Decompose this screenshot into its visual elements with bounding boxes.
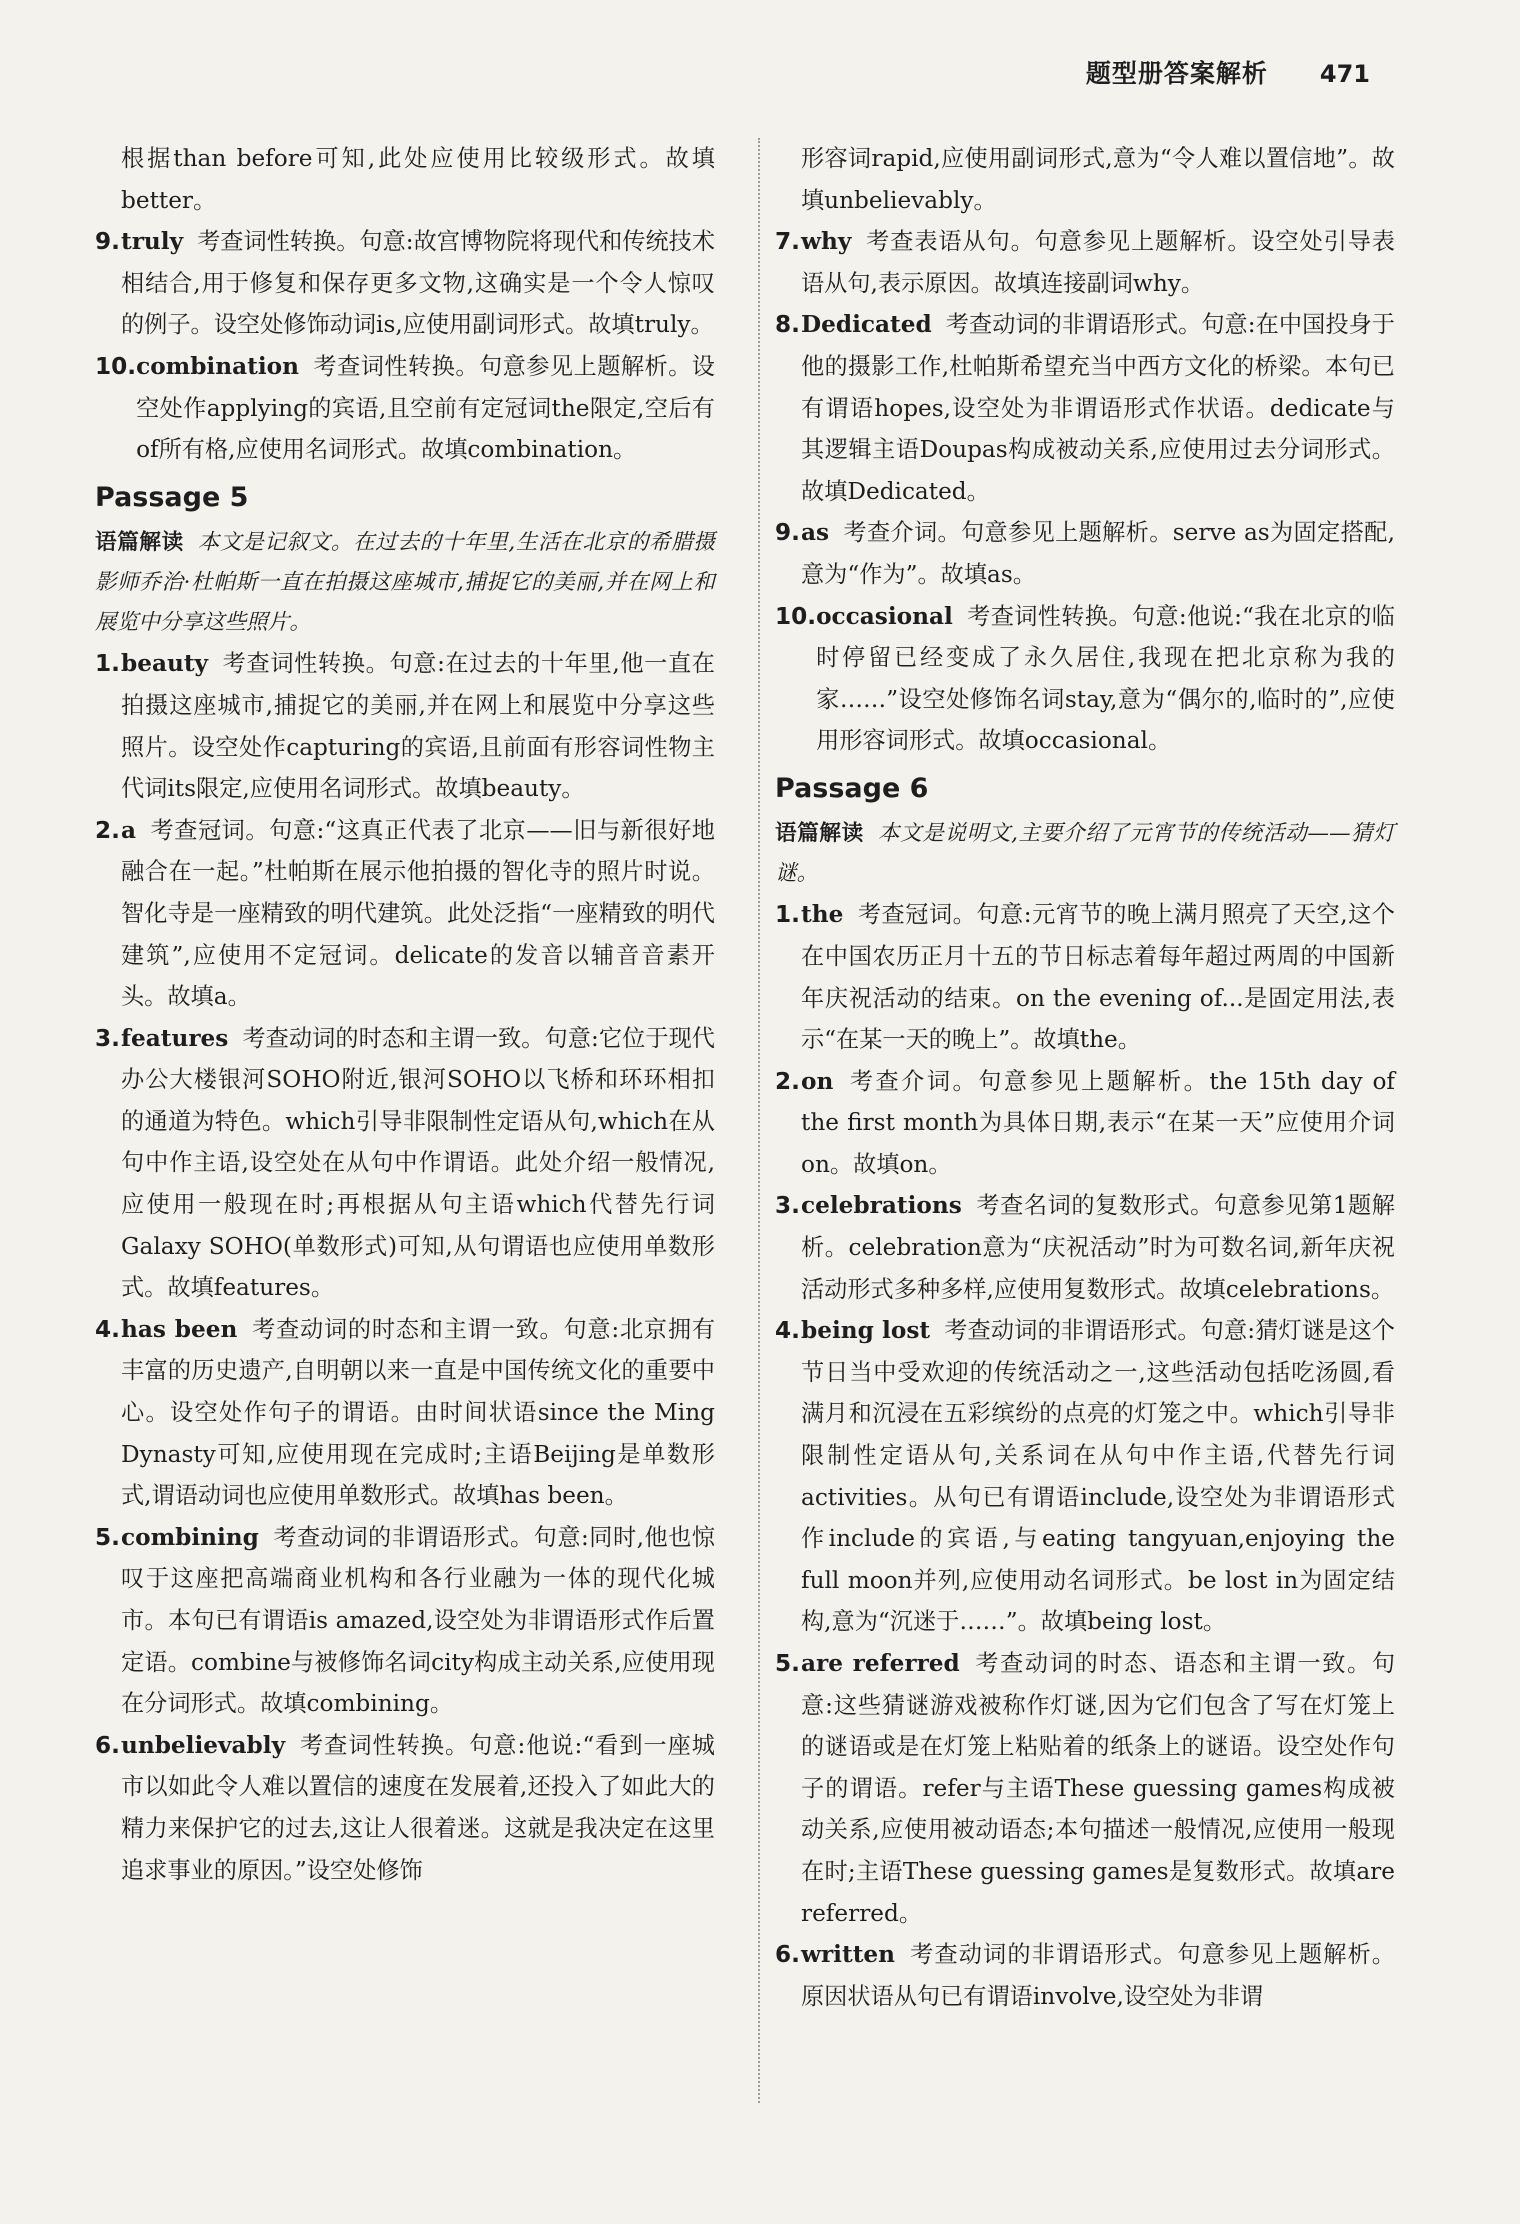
continued-text: 形容词rapid,应使用副词形式,意为“令人难以置信地”。故填unbelievably。 bbox=[801, 145, 1395, 214]
answer-item bbox=[775, 1061, 1395, 1186]
intro-text: 本文是说明文,主要介绍了元宵节的传统活动——猜灯谜。 bbox=[775, 820, 1395, 887]
passage-intro bbox=[775, 814, 1395, 894]
item-number: 4. bbox=[775, 1317, 800, 1345]
answer-item bbox=[775, 596, 1395, 762]
explanation: 考查动词的时态、语态和主谓一致。句意:这些猜谜游戏被称作灯谜,因为它们包含了写在灯笼上的谜语或是在灯笼上粘贴着的纸条上的谜语。设空处作句子的谓语。refer与主语These guessing games构成被动关系,应使用被动语态;本句描述一般情况,应使用一般现在时;主语These guessing games是复数形式。故填are referred。 bbox=[801, 1650, 1396, 1927]
item-number: 9. bbox=[95, 228, 120, 256]
item-number: 10. bbox=[95, 352, 137, 380]
answer-word: unbelievably bbox=[121, 1731, 286, 1759]
explanation: 考查介词。句意参见上题解析。serve as为固定搭配,意为“作为”。故填as。 bbox=[801, 519, 1395, 588]
item-number: 9. bbox=[775, 519, 800, 547]
item-number: 7. bbox=[775, 228, 800, 256]
left-column bbox=[95, 138, 715, 1891]
item-number: 1. bbox=[775, 901, 800, 929]
page-header bbox=[1086, 54, 1370, 90]
answer-item bbox=[95, 221, 715, 346]
item-number: 5. bbox=[95, 1523, 120, 1551]
item-number: 1. bbox=[95, 650, 120, 678]
item-number: 2. bbox=[95, 816, 120, 844]
answer-word: celebrations bbox=[801, 1192, 962, 1220]
explanation: 考查词性转换。句意:他说:“我在北京的临时停留已经变成了永久居住,我现在把北京称为我的家……”设空处修饰名词stay,意为“偶尔的,临时的”,应使用形容词形式。故填occasional。 bbox=[816, 602, 1395, 755]
explanation: 考查动词的时态和主谓一致。句意:它位于现代办公大楼银河SOHO附近,银河SOHO以飞桥和环环相扣的通道为特色。which引导非限制性定语从句,which在从句中作主语,设空处在从句中作谓语。此处介绍一般情况,应使用一般现在时;再根据从句主语which代替先行词Galaxy SOHO(单数形式)可知,从句谓语也应使用单数形式。故填features。 bbox=[121, 1024, 715, 1302]
item-number: 3. bbox=[95, 1024, 120, 1052]
answer-word: combination bbox=[136, 352, 299, 380]
item-number: 3. bbox=[775, 1192, 800, 1220]
answer-item bbox=[95, 810, 715, 1018]
answer-item bbox=[775, 1185, 1395, 1310]
answer-word: the bbox=[801, 901, 844, 929]
answer-item bbox=[775, 304, 1395, 512]
intro-text: 本文是记叙文。在过去的十年里,生活在北京的希腊摄影师乔治·杜帕斯一直在拍摄这座城市,捕捉它的美丽,并在网上和展览中分享这些照片。 bbox=[95, 529, 715, 636]
explanation: 考查动词的非谓语形式。句意:在中国投身于他的摄影工作,杜帕斯希望充当中西方文化的桥梁。本句已有谓语hopes,设空处为非谓语形式作状语。dedicate与其逻辑主语Doupas构成被动关系,应使用过去分词形式。故填Dedicated。 bbox=[801, 311, 1395, 505]
answer-item bbox=[95, 1309, 715, 1517]
explanation: 考查动词的非谓语形式。句意:猜灯谜是这个节日当中受欢迎的传统活动之一,这些活动包括吃汤圆,看满月和沉浸在五彩缤纷的点亮的灯笼之中。which引导非限制性定语从句,关系词在从句中作主语,代替先行词activities。从句已有谓语include,设空处为非谓语形式作include的宾语,与eating tangyuan,enjoying the full moon并列,应使用动名词形式。be lost in为固定结构,意为“沉迷于……”。故填being lost。 bbox=[801, 1317, 1395, 1636]
explanation: 考查介词。句意参见上题解析。the 15th day of the first month为具体日期,表示“在某一天”应使用介词on。故填on。 bbox=[801, 1067, 1395, 1178]
answer-item bbox=[775, 1310, 1395, 1643]
item-number: 10. bbox=[775, 602, 817, 630]
explanation: 考查动词的非谓语形式。句意参见上题解析。原因状语从句已有谓语involve,设空处为非谓 bbox=[801, 1941, 1395, 2010]
answer-word: beauty bbox=[121, 650, 209, 678]
answer-word: why bbox=[801, 228, 852, 256]
passage-heading: Passage 6 bbox=[775, 772, 929, 804]
answer-item bbox=[95, 643, 715, 809]
answer-item bbox=[775, 221, 1395, 304]
answer-word: features bbox=[121, 1024, 229, 1052]
item-number: 5. bbox=[775, 1650, 800, 1677]
answer-word: as bbox=[801, 519, 830, 547]
passage-intro bbox=[95, 523, 715, 644]
intro-label: 语篇解读 bbox=[95, 529, 184, 555]
page-number: 471 bbox=[1319, 60, 1370, 88]
explanation: 考查词性转换。句意:故宫博物院将现代和传统技术相结合,用于修复和保存更多文物,这确实是一个令人惊叹的例子。设空处修饰动词is,应使用副词形式。故填truly。 bbox=[121, 228, 716, 339]
answer-item bbox=[775, 894, 1395, 1060]
answer-word: being lost bbox=[801, 1317, 931, 1345]
explanation: 考查词性转换。句意:他说:“看到一座城市以如此令人难以置信的速度在发展着,还投入了如此大的精力来保护它的过去,这让人很着迷。这就是我决定在这里追求事业的原因。”设空处修饰 bbox=[121, 1731, 715, 1884]
item-number: 2. bbox=[775, 1067, 800, 1095]
item-number: 8. bbox=[775, 311, 800, 339]
section-title: 题型册答案解析 bbox=[1085, 59, 1268, 88]
item-number: 6. bbox=[95, 1731, 120, 1759]
passage-heading: Passage 5 bbox=[95, 481, 249, 513]
answer-word: on bbox=[801, 1067, 834, 1095]
continued-text: 根据than before可知,此处应使用比较级形式。故填better。 bbox=[121, 145, 715, 214]
answer-item bbox=[775, 1643, 1395, 1934]
intro-label: 语篇解读 bbox=[775, 820, 864, 846]
answer-item bbox=[95, 1018, 715, 1309]
answer-item bbox=[95, 1517, 715, 1725]
answer-word: has been bbox=[121, 1315, 238, 1343]
explanation: 考查冠词。句意:元宵节的晚上满月照亮了天空,这个在中国农历正月十五的节日标志着每年超过两周的中国新年庆祝活动的结束。on the evening of...是固定用法,表示“在某一天的晚上”。故填the。 bbox=[801, 901, 1395, 1054]
answer-word: truly bbox=[121, 228, 184, 256]
answer-word: written bbox=[801, 1941, 896, 1969]
answer-word: are referred bbox=[801, 1650, 960, 1677]
answer-word: combining bbox=[121, 1523, 259, 1551]
explanation: 考查表语从句。句意参见上题解析。设空处引导表语从句,表示原因。故填连接副词why。 bbox=[801, 228, 1395, 297]
item-number: 6. bbox=[775, 1941, 800, 1969]
explanation: 考查动词的时态和主谓一致。句意:北京拥有丰富的历史遗产,自明朝以来一直是中国传统文化的重要中心。设空处作句子的谓语。由时间状语since the Ming Dynasty可知,应使用现在完成时;主语Beijing是单数形式,谓语动词也应使用单数形式。故填has been。 bbox=[121, 1315, 715, 1510]
explanation: 考查动词的非谓语形式。句意:同时,他也惊叹于这座把高端商业机构和各行业融为一体的现代化城市。本句已有谓语is amazed,设空处为非谓语形式作后置定语。combine与被修饰名词city构成主动关系,应使用现在分词形式。故填combining。 bbox=[121, 1523, 715, 1718]
item-number: 4. bbox=[95, 1315, 120, 1343]
answer-item bbox=[95, 1725, 715, 1891]
answer-item bbox=[775, 512, 1395, 595]
explanation: 考查名词的复数形式。句意参见第1题解析。celebration意为“庆祝活动”时为可数名词,新年庆祝活动形式多种多样,应使用复数形式。故填celebrations。 bbox=[801, 1192, 1395, 1303]
answer-item bbox=[95, 346, 715, 471]
answer-word: a bbox=[121, 816, 137, 844]
right-column bbox=[775, 138, 1395, 2017]
answer-word: Dedicated bbox=[801, 311, 932, 339]
explanation: 考查词性转换。句意参见上题解析。设空处作applying的宾语,且空前有定冠词the限定,空后有of所有格,应使用名词形式。故填combination。 bbox=[136, 352, 715, 464]
answer-item bbox=[775, 1934, 1395, 2017]
answer-word: occasional bbox=[816, 602, 953, 630]
column-divider bbox=[758, 138, 760, 2103]
explanation: 考查冠词。句意:“这真正代表了北京——旧与新很好地融合在一起。”杜帕斯在展示他拍摄的智化寺的照片时说。智化寺是一座精致的明代建筑。此处泛指“一座精致的明代建筑”,应使用不定冠词。delicate的发音以辅音音素开头。故填a。 bbox=[121, 816, 715, 1011]
explanation: 考查词性转换。句意:在过去的十年里,他一直在拍摄这座城市,捕捉它的美丽,并在网上和展览中分享这些照片。设空处作capturing的宾语,且前面有形容词性物主代词its限定,应使用名词形式。故填beauty。 bbox=[121, 650, 715, 803]
